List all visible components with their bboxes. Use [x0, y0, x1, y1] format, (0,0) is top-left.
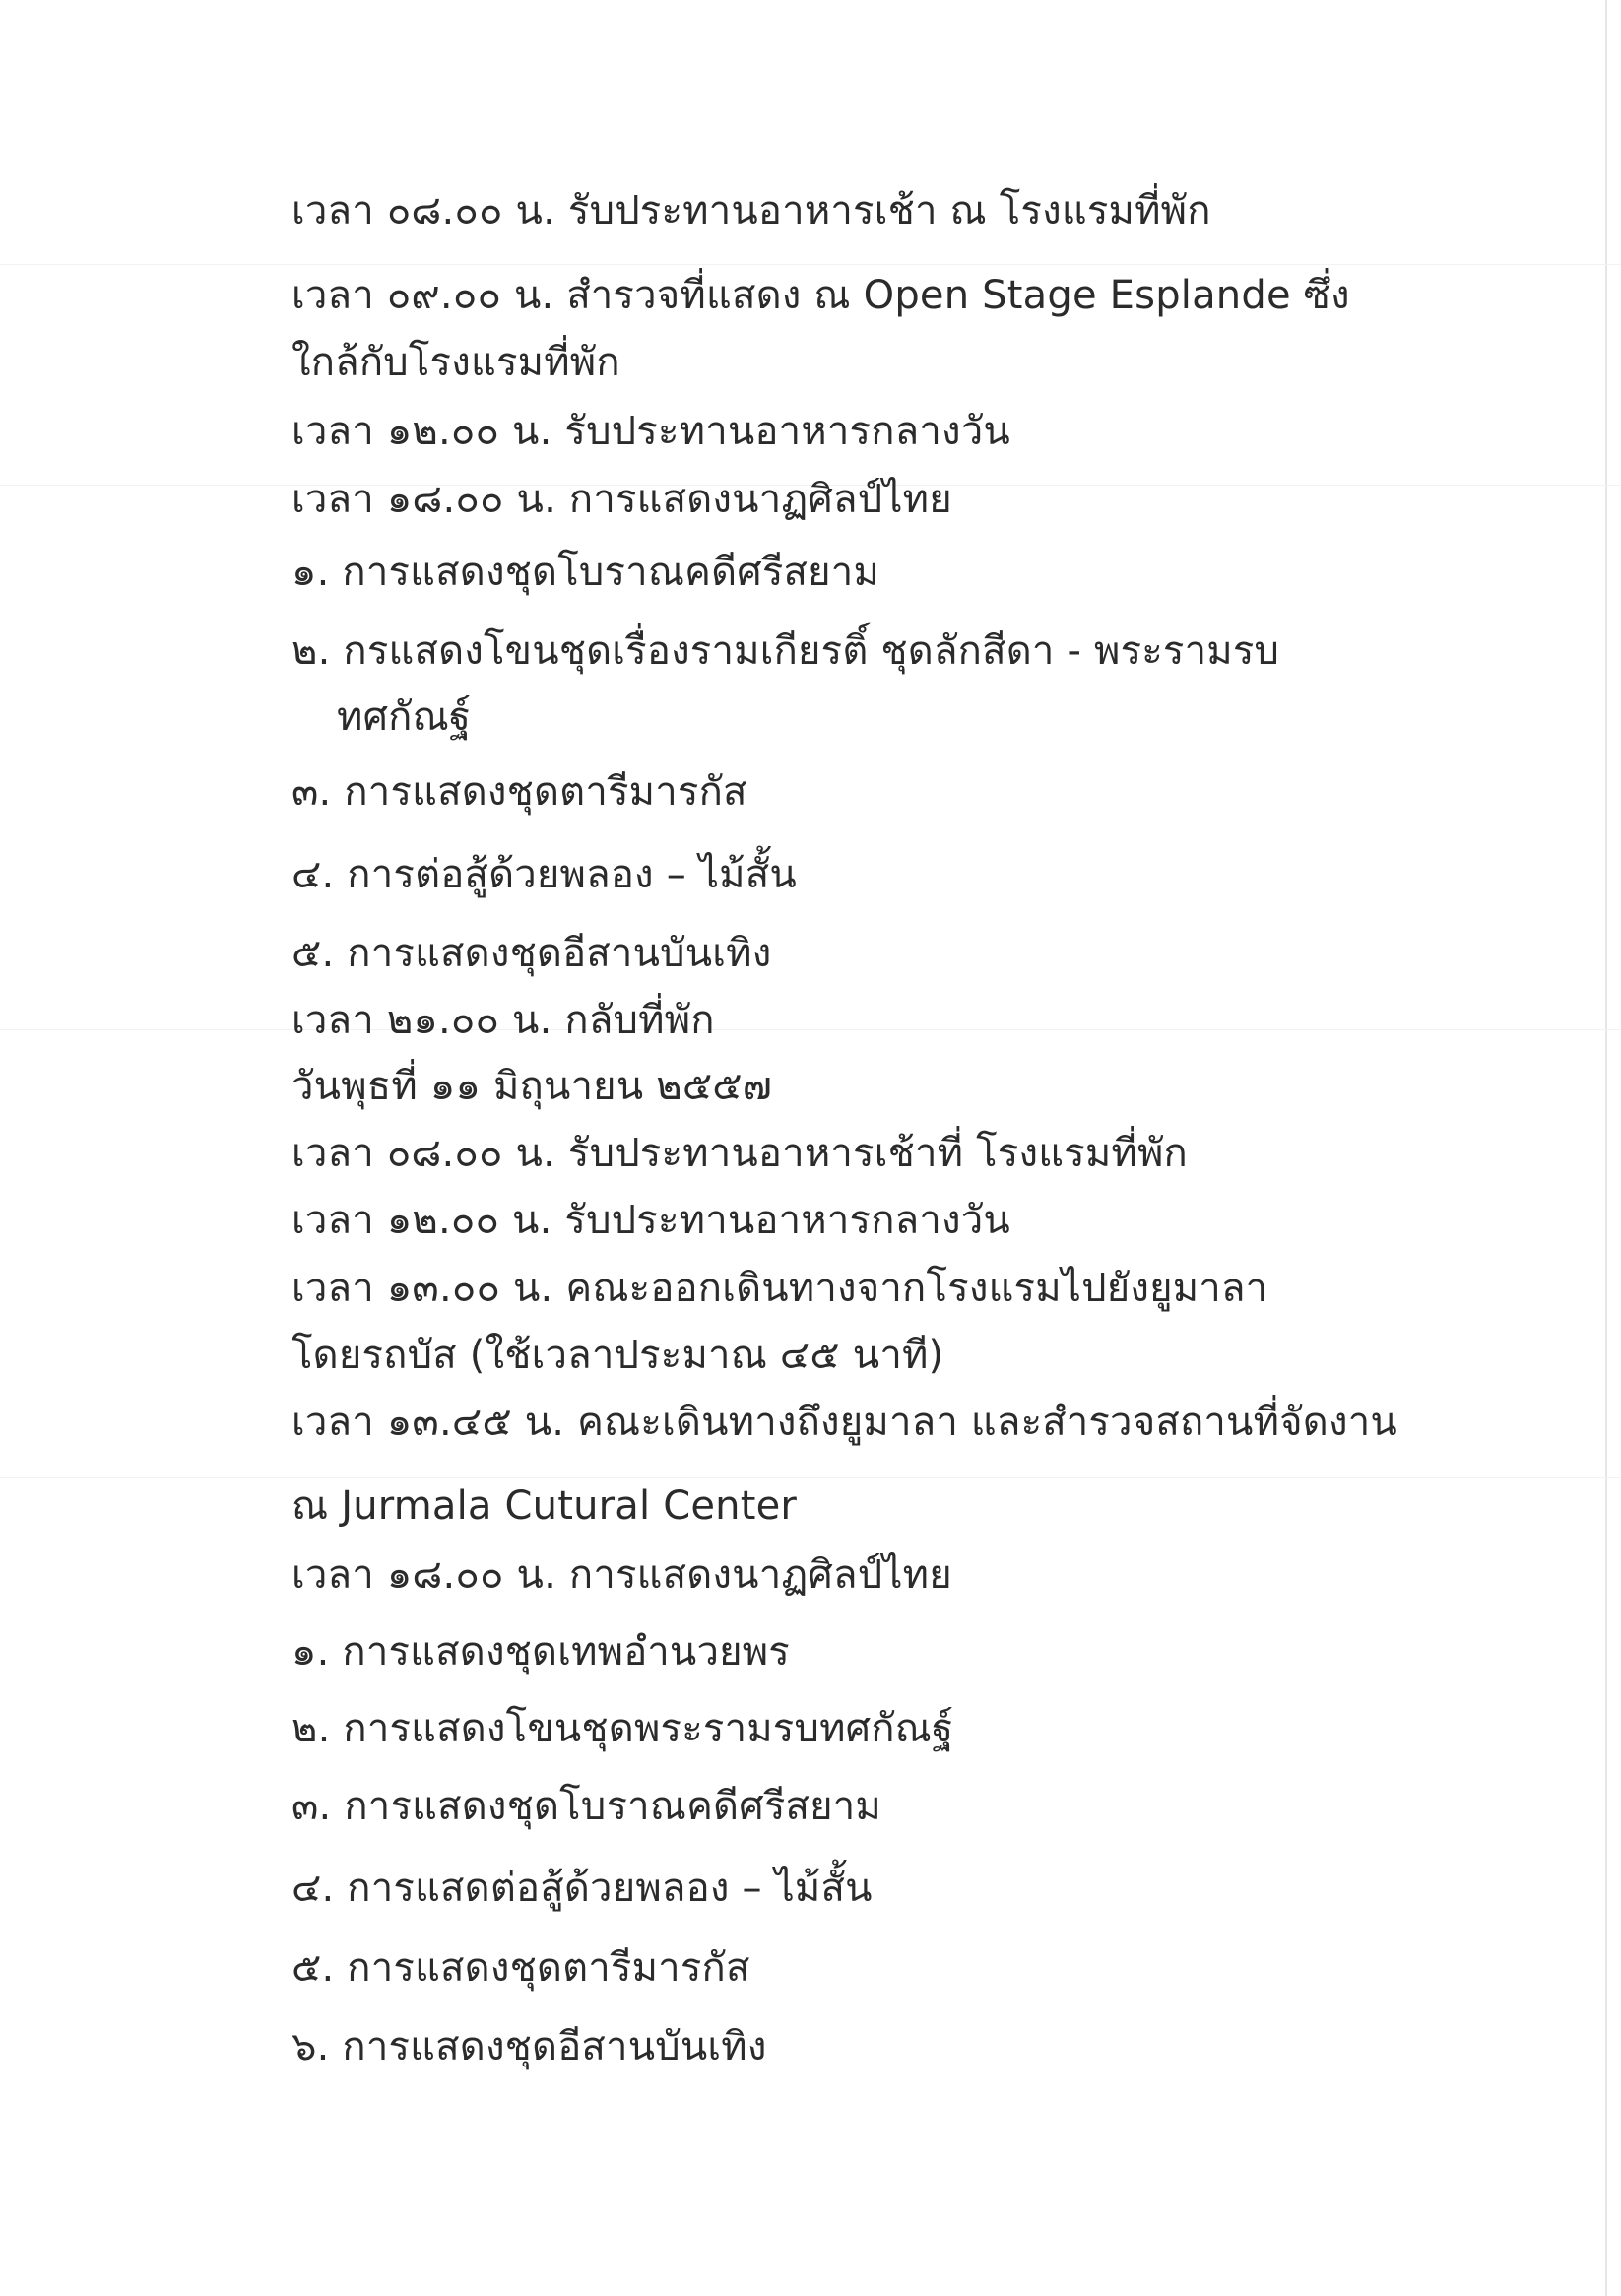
schedule-line: เวลา ๐๘.๐๐ น. รับประทานอาหารเช้าที่ โรงแรมที่พัก: [292, 1131, 1188, 1176]
schedule-line: เวลา ๒๑.๐๐ น. กลับที่พัก: [292, 998, 715, 1043]
day-heading: วันพุธที่ ๑๑ มิถุนายน ๒๕๕๗: [292, 1064, 773, 1109]
scan-band: [0, 1477, 1621, 1478]
schedule-line: เวลา ๑๘.๐๐ น. การแสดงนาฏศิลป์ไทย: [292, 477, 952, 522]
program-item: ๕. การแสดงชุดตารีมารกัส: [292, 1945, 750, 1991]
program-item: ๑. การแสดงชุดโบราณคดีศรีสยาม: [292, 550, 880, 595]
schedule-line: เวลา ๑๓.๔๕ น. คณะเดินทางถึงยูมาลา และสำรวจสถานที่จัดงาน: [292, 1400, 1397, 1445]
scan-band: [0, 264, 1621, 265]
program-item: ๕. การแสดงชุดอีสานบันเทิง: [292, 931, 772, 976]
schedule-line: เวลา ๐๙.๐๐ น. สำรวจที่แสดง ณ Open Stage Esplande ซึ่ง: [292, 273, 1350, 318]
scan-band: [0, 1029, 1621, 1030]
schedule-line: เวลา ๑๓.๐๐ น. คณะออกเดินทางจากโรงแรมไปยังยูมาลา: [292, 1266, 1268, 1311]
schedule-line: เวลา ๑๘.๐๐ น. การแสดงนาฏศิลป์ไทย: [292, 1552, 952, 1598]
schedule-line: เวลา ๐๘.๐๐ น. รับประทานอาหารเช้า ณ โรงแรมที่พัก: [292, 188, 1211, 233]
schedule-line: เวลา ๑๒.๐๐ น. รับประทานอาหารกลางวัน: [292, 409, 1010, 454]
program-item-continuation: ทศกัณฐ์: [337, 694, 472, 740]
schedule-line: เวลา ๑๒.๐๐ น. รับประทานอาหารกลางวัน: [292, 1198, 1010, 1243]
program-item: ๒. กรแสดงโขนชุดเรื่องรามเกียรติ์ ชุดลักสีดา - พระรามรบ: [292, 628, 1280, 674]
schedule-line: ณ Jurmala Cutural Center: [292, 1483, 798, 1529]
program-item: ๔. การแสดต่อสู้ด้วยพลอง – ไม้สั้น: [292, 1866, 873, 1911]
schedule-line: โดยรถบัส (ใช้เวลาประมาณ ๔๕ นาที): [292, 1333, 944, 1378]
program-item: ๓. การแสดงชุดโบราณคดีศรีสยาม: [292, 1784, 881, 1829]
schedule-line: ใกล้กับโรงแรมที่พัก: [292, 340, 620, 385]
program-item: ๓. การแสดงชุดตารีมารกัส: [292, 769, 747, 815]
program-item: ๑. การแสดงชุดเทพอำนวยพร: [292, 1629, 790, 1674]
program-item: ๔. การต่อสู้ด้วยพลอง – ไม้สั้น: [292, 852, 797, 897]
program-item: ๒. การแสดงโขนชุดพระรามรบทศกัณฐ์: [292, 1706, 954, 1751]
program-item: ๖. การแสดงชุดอีสานบันเทิง: [292, 2024, 767, 2069]
scan-edge: [1605, 0, 1607, 2296]
